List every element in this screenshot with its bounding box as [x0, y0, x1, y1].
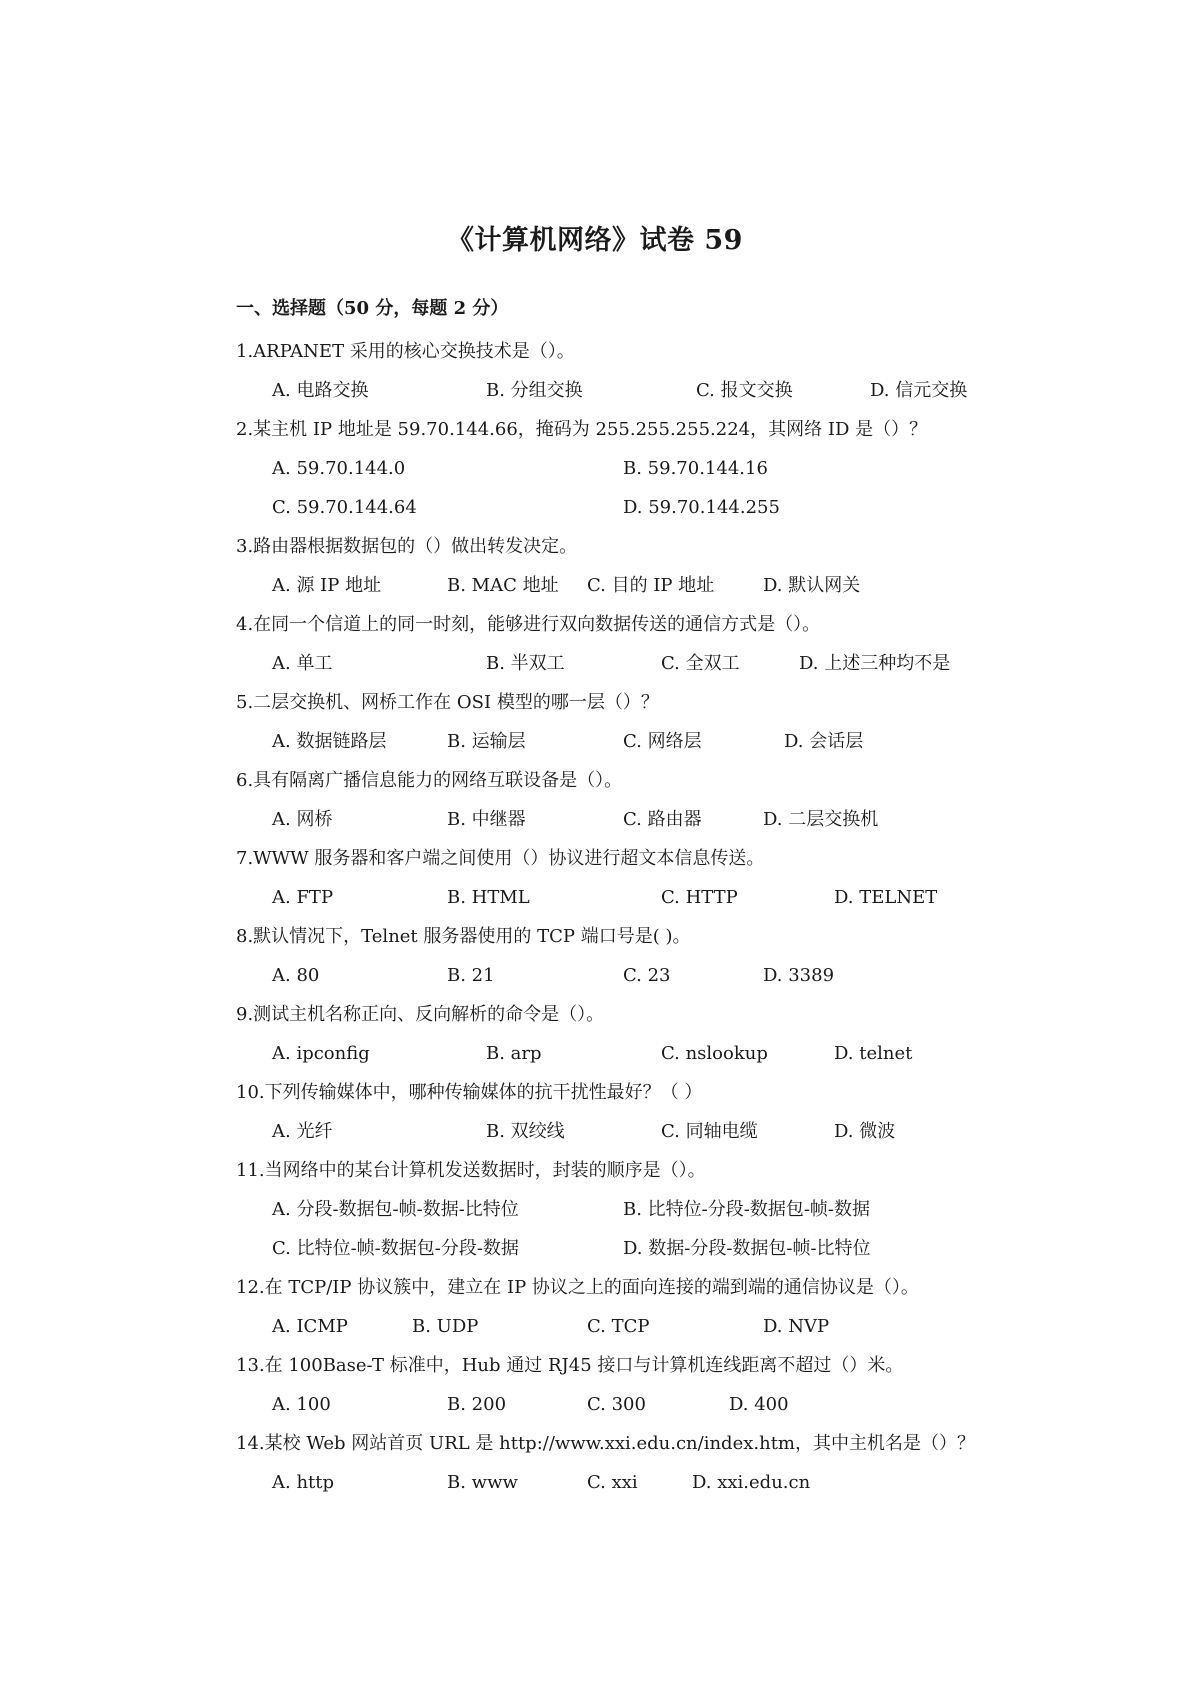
- answer-option: D. 数据-分段-数据包-帧-比特位: [623, 1238, 871, 1259]
- answer-option: A. 59.70.144.0: [272, 458, 406, 479]
- options-row: [236, 956, 1036, 995]
- answer-option: A. 电路交换: [272, 380, 369, 401]
- answer-option: A. 100: [272, 1394, 331, 1415]
- answer-option: B. 59.70.144.16: [623, 458, 768, 479]
- answer-option: D. xxi.edu.cn: [692, 1472, 811, 1493]
- answer-option: B. MAC 地址: [447, 575, 559, 596]
- answer-option: C. nslookup: [661, 1043, 768, 1064]
- question-stem: 8.默认情况下，Telnet 服务器使用的 TCP 端口号是( )。: [236, 926, 691, 947]
- question-stem: 14.某校 Web 网站首页 URL 是 http://www.xxi.edu.cn/index.htm，其中主机名是（）？: [236, 1433, 976, 1454]
- answer-option: C. 同轴电缆: [661, 1121, 758, 1142]
- options-row: [236, 1307, 1036, 1346]
- answer-option: B. arp: [486, 1043, 542, 1064]
- options-row: [236, 1229, 1036, 1268]
- answer-option: A. 源 IP 地址: [272, 575, 382, 596]
- question-stem: 2.某主机 IP 地址是 59.70.144.66，掩码为 255.255.255.224，其网络 ID 是（）？: [236, 419, 928, 440]
- answer-option: A. http: [272, 1472, 335, 1493]
- answer-option: C. 路由器: [623, 809, 702, 830]
- options-row: [236, 1112, 1036, 1151]
- options-row: [236, 1385, 1036, 1424]
- answer-option: C. 目的 IP 地址: [587, 575, 715, 596]
- options-row: [236, 800, 1036, 839]
- answer-option: C. xxi: [587, 1472, 638, 1493]
- answer-option: D. 信元交换: [870, 380, 968, 401]
- answer-option: C. 全双工: [661, 653, 740, 674]
- answer-option: B. 分组交换: [486, 380, 583, 401]
- answer-option: A. 单工: [272, 653, 333, 674]
- question-stem: 9.测试主机名称正向、反向解析的命令是（）。: [236, 1004, 605, 1025]
- answer-option: D. 会话层: [784, 731, 864, 752]
- answer-option: B. 双绞线: [486, 1121, 565, 1142]
- answer-option: D. telnet: [834, 1043, 913, 1064]
- answer-option: C. 比特位-帧-数据包-分段-数据: [272, 1238, 519, 1259]
- exam-title: 《计算机网络》试卷 59: [447, 225, 743, 256]
- answer-option: C. HTTP: [661, 887, 738, 908]
- answer-option: B. 21: [447, 965, 495, 986]
- answer-option: B. HTML: [447, 887, 530, 908]
- options-row: [236, 644, 1036, 683]
- question-stem: 5.二层交换机、网桥工作在 OSI 模型的哪一层（）？: [236, 692, 659, 713]
- answer-option: D. 二层交换机: [763, 809, 879, 830]
- question-stem: 3.路由器根据数据包的（）做出转发决定。: [236, 536, 578, 557]
- answer-option: A. 网桥: [272, 809, 333, 830]
- options-row: [236, 1190, 1036, 1229]
- answer-option: C. 报文交换: [696, 380, 793, 401]
- question-stem: 12.在 TCP/IP 协议簇中，建立在 IP 协议之上的面向连接的端到端的通信协议是（）。: [236, 1277, 919, 1298]
- options-row: [236, 488, 1036, 527]
- options-row: [236, 1463, 1036, 1502]
- question-stem: 4.在同一个信道上的同一时刻，能够进行双向数据传送的通信方式是（）。: [236, 614, 821, 635]
- options-row: [236, 1034, 1036, 1073]
- options-row: [236, 878, 1036, 917]
- answer-option: D. 默认网关: [763, 575, 861, 596]
- question-stem: 1.ARPANET 采用的核心交换技术是（）。: [236, 341, 575, 362]
- answer-option: A. 数据链路层: [272, 731, 387, 752]
- question-stem: 13.在 100Base-T 标准中，Hub 通过 RJ45 接口与计算机连线距离不超过（）米。: [236, 1355, 904, 1376]
- answer-option: B. 200: [447, 1394, 507, 1415]
- answer-option: A. 光纤: [272, 1121, 333, 1142]
- section-heading: 一、选择题（50 分，每题 2 分）: [236, 298, 509, 319]
- answer-option: D. 400: [729, 1394, 789, 1415]
- answer-option: D. 59.70.144.255: [623, 497, 780, 518]
- answer-option: B. www: [447, 1472, 518, 1493]
- answer-option: A. ipconfig: [272, 1043, 370, 1064]
- options-row: [236, 722, 1036, 761]
- answer-option: C. 网络层: [623, 731, 702, 752]
- answer-option: D. 微波: [834, 1121, 896, 1142]
- answer-option: A. 80: [272, 965, 320, 986]
- answer-option: A. ICMP: [272, 1316, 348, 1337]
- options-row: [236, 566, 1036, 605]
- answer-option: A. 分段-数据包-帧-数据-比特位: [272, 1199, 519, 1220]
- answer-option: D. 上述三种均不是: [799, 653, 951, 674]
- answer-option: B. 比特位-分段-数据包-帧-数据: [623, 1199, 870, 1220]
- answer-option: D. 3389: [763, 965, 835, 986]
- answer-option: B. 运输层: [447, 731, 526, 752]
- answer-option: C. TCP: [587, 1316, 650, 1337]
- question-list: [236, 332, 1036, 1502]
- answer-option: C. 23: [623, 965, 671, 986]
- answer-option: D. NVP: [763, 1316, 830, 1337]
- answer-option: B. UDP: [412, 1316, 479, 1337]
- answer-option: B. 半双工: [486, 653, 565, 674]
- question-stem: 6.具有隔离广播信息能力的网络互联设备是（）。: [236, 770, 623, 791]
- options-row: [236, 371, 1036, 410]
- answer-option: C. 300: [587, 1394, 646, 1415]
- answer-option: B. 中继器: [447, 809, 526, 830]
- question-stem: 11.当网络中的某台计算机发送数据时，封装的顺序是（）。: [236, 1160, 706, 1181]
- answer-option: D. TELNET: [834, 887, 938, 908]
- options-row: [236, 449, 1036, 488]
- question-stem: 7.WWW 服务器和客户端之间使用（）协议进行超文本信息传送。: [236, 848, 765, 869]
- answer-option: A. FTP: [272, 887, 334, 908]
- question-stem: 10.下列传输媒体中，哪种传输媒体的抗干扰性最好？（ ）: [236, 1082, 703, 1103]
- answer-option: C. 59.70.144.64: [272, 497, 417, 518]
